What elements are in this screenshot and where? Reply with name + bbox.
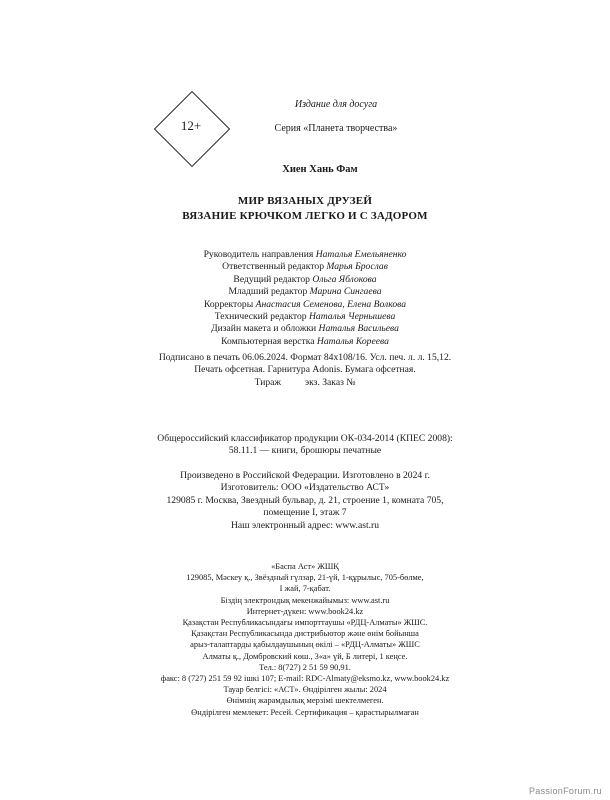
watermark: PassionForum.ru: [528, 786, 602, 796]
manufacturer-line: 129085 г. Москва, Звездный бульвар, д. 21, строение 1, комната 705,: [166, 494, 444, 506]
print-line: Подписано в печать 06.06.2024. Формат 84x108/16. Усл. печ. л. л. 15,12.: [158, 352, 452, 363]
staff-line: [120, 274, 490, 286]
staff-role: Младший редактор: [228, 286, 308, 298]
staff-role: Корректоры: [203, 298, 254, 310]
staff-person: Марья Брослав: [326, 261, 388, 273]
kz-line: Қазақстан Республикасында дистрибьютор және өнім бойынша: [191, 629, 419, 639]
staff-person: Анастасия Семенова, Елена Волкова: [255, 298, 407, 310]
kz-line: Тел.: 8(727) 2 51 59 90,91.: [259, 662, 351, 672]
staff-role: Дизайн макета и обложки: [211, 323, 317, 335]
staff-credits: [120, 249, 490, 348]
staff-line: [120, 323, 490, 335]
book-title: [120, 194, 490, 224]
staff-role: Ведущий редактор: [233, 273, 310, 285]
staff-line: [120, 261, 490, 273]
manufacturer-line: Произведено в Российской Федерации. Изготовлено в 2024 г.: [180, 470, 430, 481]
manufacturer-line: помещение I, этаж 7: [263, 507, 347, 519]
staff-role: Компьютерная верстка: [221, 335, 315, 347]
series-name: Серия «Планета творчества»: [274, 123, 398, 134]
staff-line: [120, 336, 490, 348]
staff-person: Ольга Яблокова: [312, 273, 377, 285]
kz-line: I жай, 7-қабат.: [279, 584, 331, 594]
manufacturer-line: Изготовитель: ООО «Издательство АСТ»: [220, 482, 390, 494]
kz-line: 129085, Мәскеу қ., Звёздный гүлзар, 21-үй, 1-құрылыс, 705-бөлме,: [186, 573, 424, 583]
print-info: [130, 352, 480, 389]
kz-line: факс: 8 (727) 251 59 92 ішкі 107; E-mail: RDC-Almaty@eksmo.kz, www.book24.kz: [160, 674, 450, 684]
print-line: Печать офсетная. Гарнитура Adonis. Бумага офсетная.: [194, 364, 416, 376]
staff-line: [120, 299, 490, 311]
staff-role: Технический редактор: [214, 311, 307, 323]
age-rating: 12+: [180, 118, 202, 133]
kazakh-info-block: [120, 561, 490, 718]
kz-line: Интернет-дүкен: www.book24.kz: [246, 606, 364, 616]
staff-person: Марина Сингаева: [309, 286, 382, 298]
kz-line: Өндірілген мемлекет: Ресей. Сертификация – қарастырылмаған: [191, 707, 419, 717]
staff-person: Наталья Емельяненко: [315, 249, 407, 260]
edition-note: Издание для досуга: [294, 99, 378, 110]
kz-line: Тауар белгісі: «АСТ». Өндірілген жылы: 2024: [223, 685, 387, 695]
kz-line: арыз-талаптарды қабылдаушының өкілі – «РДЦ-Алматы» ЖШС: [190, 640, 420, 650]
kz-line: Өнімнің жарамдылық мерзімі шектелмеген.: [226, 696, 384, 706]
title-line: ВЯЗАНИЕ КРЮЧКОМ ЛЕГКО И С ЗАДОРОМ: [182, 210, 428, 222]
staff-line: [120, 249, 490, 261]
classifier-line: Общероссийский классификатор продукции ОК-034-2014 (КПЕС 2008):: [157, 433, 453, 444]
kz-line: Қазақстан Республикасындағы импорттаушы «РДЦ-Алматы» ЖШС.: [182, 618, 428, 628]
manufacturer-info: [120, 470, 490, 532]
classifier-line: 58.11.1 — книги, брошюры печатные: [228, 445, 382, 457]
kz-line: «Баспа Аст» ЖШҚ: [271, 562, 339, 571]
product-classifier: [120, 433, 490, 458]
staff-person: Наталья Чернышева: [308, 311, 396, 323]
author-name: Хиен Хань Фам: [282, 164, 358, 175]
kz-line: Алматы қ., Домбровский көш., 3«а» үй, Б литері, 1 кеңсе.: [202, 651, 408, 661]
title-line: МИР ВЯЗАНЫХ ДРУЗЕЙ: [237, 195, 373, 207]
print-line: Тираж экз. Заказ №: [254, 376, 356, 388]
staff-person: Наталья Кореева: [316, 335, 389, 347]
staff-line: [120, 286, 490, 298]
staff-line: [120, 311, 490, 323]
kz-line: Біздің электрондық мекенжайымыз: www.ast.ru: [220, 595, 390, 605]
staff-person: Наталья Васильева: [318, 323, 399, 335]
staff-role: Руководитель направления: [203, 249, 314, 260]
staff-role: Ответственный редактор: [222, 261, 324, 273]
manufacturer-line: Наш электронный адрес: www.ast.ru: [230, 519, 379, 531]
